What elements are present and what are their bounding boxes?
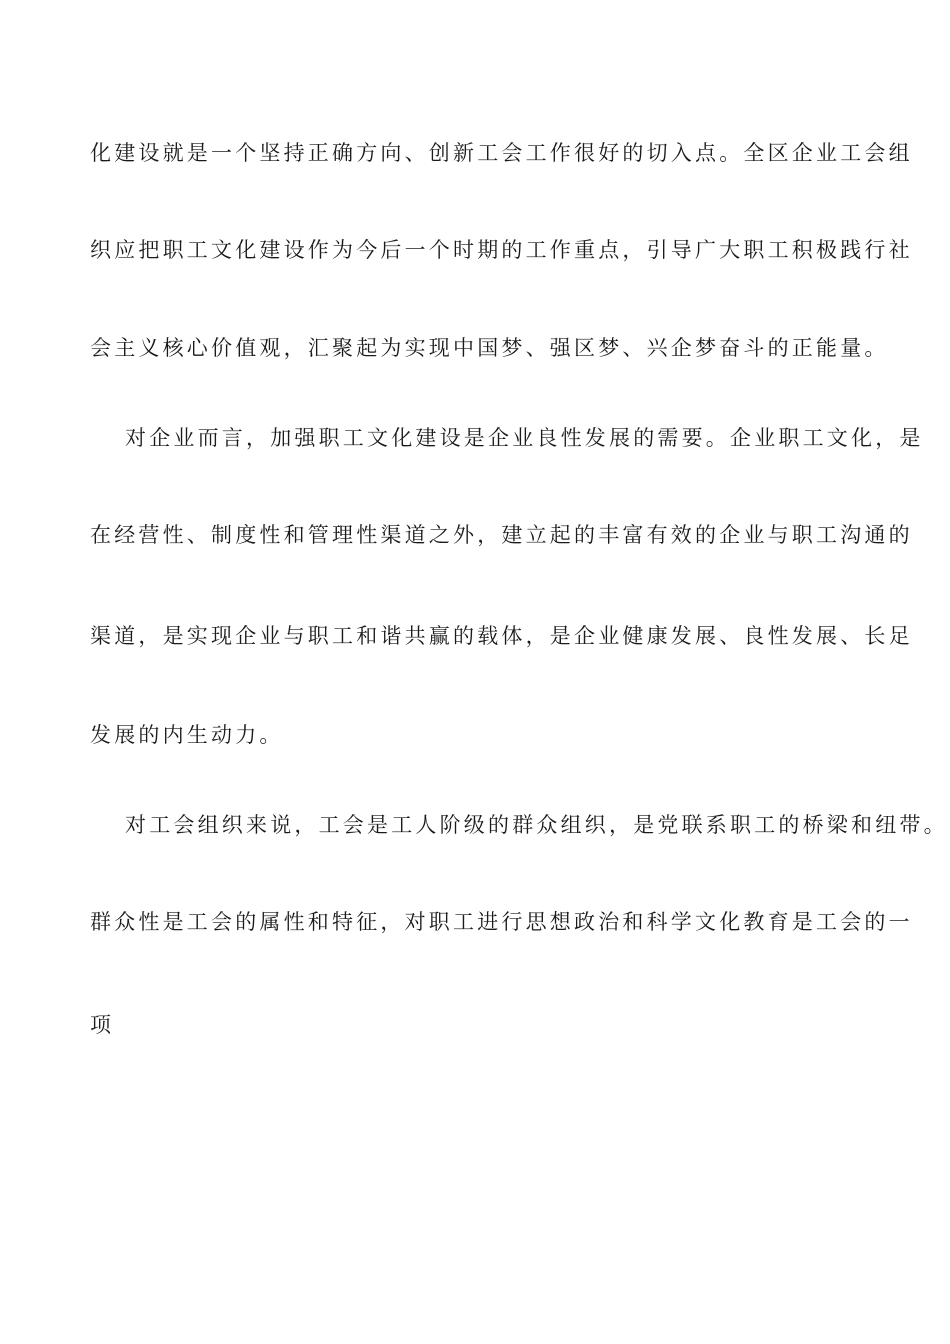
paragraph-line: 发展的内生动力。 (90, 723, 284, 747)
paragraph-line: 在经营性、制度性和管理性渠道之外，建立起的丰富有效的企业与职工沟通的 (90, 523, 913, 547)
paragraph-line: 群众性是工会的属性和特征，对职工进行思想政治和科学文化教育是工会的一 (90, 910, 913, 934)
paragraph-line: 化建设就是一个坚持正确方向、创新工会工作很好的切入点。全区企业工会组 (90, 141, 913, 165)
paragraph-first-line: 对工会组织来说，工会是工人阶级的群众组织，是党联系职工的桥梁和纽带。 (125, 813, 948, 837)
paragraph-line: 渠道，是实现企业与职工和谐共赢的载体，是企业健康发展、良性发展、长足 (90, 624, 913, 648)
paragraph-line: 项 (90, 1013, 115, 1037)
paragraph-first-line: 对企业而言，加强职工文化建设是企业良性发展的需要。企业职工文化，是 (125, 426, 924, 450)
paragraph-line: 织应把职工文化建设作为今后一个时期的工作重点，引导广大职工积极践行社 (90, 238, 913, 262)
paragraph-line: 会主义核心价值观，汇聚起为实现中国梦、强区梦、兴企梦奋斗的正能量。 (90, 336, 889, 360)
